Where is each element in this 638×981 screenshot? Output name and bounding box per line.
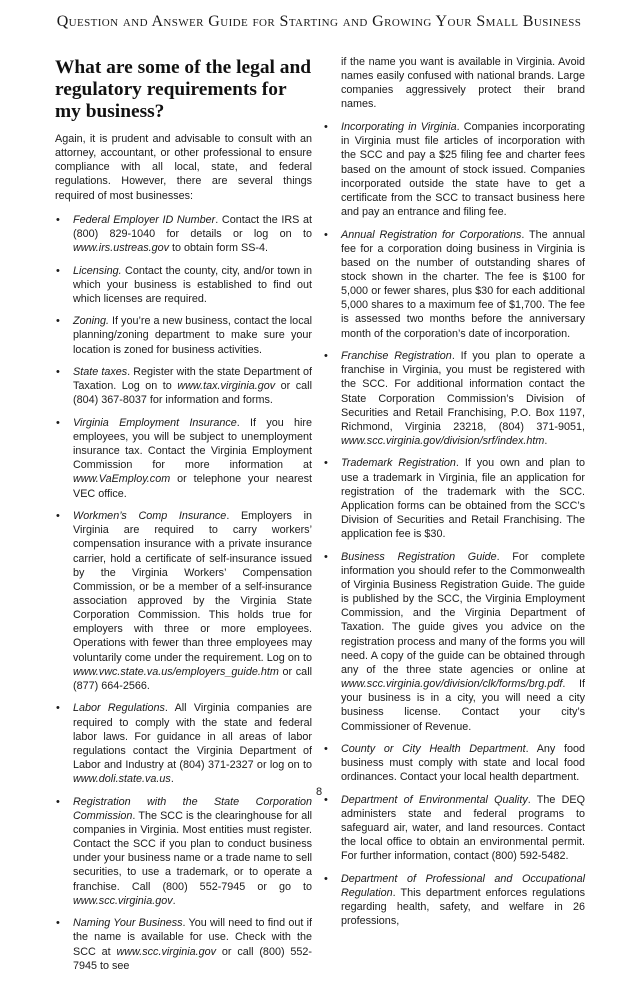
bullet-tail: or call (804) 367-8037 for information and forms. bbox=[73, 380, 312, 407]
bullet-term: Licensing. bbox=[73, 264, 122, 277]
bullet-dot-icon: • bbox=[324, 228, 328, 241]
bullet-term: County or City Health Department bbox=[341, 743, 526, 756]
bullet-item bbox=[55, 264, 312, 306]
bullet-item bbox=[323, 793, 585, 864]
bullet-dot-icon: • bbox=[56, 416, 60, 429]
bullet-link[interactable]: www.scc.virginia.gov/division/srf/index.htm bbox=[341, 435, 545, 447]
bullet-text: . If you own and plan to use a trademark in Virginia, file an application for registration of the trademark with the SCC. Application forms can be obtained from the SCC’s Division of Securities and Retail Franchising. The application fee is $30. bbox=[341, 457, 585, 541]
bullet-item bbox=[55, 509, 312, 693]
bullet-term: Federal Employer ID Number bbox=[73, 213, 216, 226]
bullet-text: . Employers in Virginia are required to carry workers’ compensation insurance with a private insurance carrier, hold a certificate of self-insurance issued by the Virginia Workers’ Compensation Commission, or be a member of a self-insurance association approved by the Virginia State Corporation Commission. This holds true for employers with three or more employees. Operations with fewer than three employees may voluntarily come under the requirement. Log on to bbox=[73, 510, 313, 664]
bullet-dot-icon: • bbox=[56, 315, 60, 328]
bullet-term: State taxes bbox=[73, 366, 128, 379]
bullet-text: Contact the county, city, and/or town in which your business is established to find out which licenses are required. bbox=[73, 264, 312, 305]
bullet-text: . The annual fee for a corporation doing business in Virginia is based on the number of outstanding shares of stock shown in the charter. The fee is $100 for 5,000 or fewer shares, plus $30 for each additional 5,000 shares to a maximum fee of $1,700. The fee is assessed two months before the anniversary month of the corporation’s date of incorporation. bbox=[341, 228, 585, 340]
bullet-term: Virginia Employment Insurance bbox=[73, 416, 237, 429]
bullet-link[interactable]: www.scc.virginia.gov bbox=[73, 894, 173, 907]
bullet-link[interactable]: www.vwc.state.va.us/employers_guide.htm bbox=[73, 665, 279, 678]
bullet-term: Franchise Registration bbox=[341, 350, 452, 363]
bullet-item bbox=[323, 872, 585, 929]
bullet-text: . All Virginia companies are required to comply with the state and federal labor laws. For guidance in all areas of labor regulations contact the Virginia Department of Labor and Industry at (804) 371-2327 or log on to bbox=[73, 702, 312, 772]
bullet-text: . For complete information you should refer to the Commonwealth of Virginia Business Registration Guide. The guide is published by the SCC, the Virginia Employment Commission, and the Virginia Department of Taxation. The guide gives you advice on the registration process and many of the forms you will need. A copy of the guide can be obtained through any of the three state agencies or online at bbox=[341, 550, 585, 676]
bullet-tail: . bbox=[170, 773, 174, 786]
section-heading: What are some of the legal and regulatory requirements for my business? bbox=[55, 57, 312, 122]
bullet-link[interactable]: www.tax.virginia.gov bbox=[177, 380, 276, 393]
bullet-item bbox=[55, 314, 312, 356]
bullet-term: Naming Your Business bbox=[73, 917, 183, 930]
bullet-dot-icon: • bbox=[324, 121, 328, 134]
bullet-dot-icon: • bbox=[324, 350, 328, 363]
bullet-tail: or call (800) 552-7945 to see bbox=[73, 945, 312, 972]
bullet-term: Annual Registration for Corporations bbox=[341, 228, 522, 241]
bullet-dot-icon: • bbox=[56, 917, 60, 930]
bullet-dot-icon: • bbox=[324, 793, 328, 806]
bullet-term: Department of Environmental Quality bbox=[341, 793, 528, 806]
bullet-term: Zoning. bbox=[73, 315, 110, 328]
bullet-dot-icon: • bbox=[56, 510, 60, 523]
right-column bbox=[323, 55, 585, 937]
bullet-dot-icon: • bbox=[324, 457, 328, 470]
bullet-text: If you’re a new business, contact the local planning/zoning department to make sure your location is zoned for business activities. bbox=[73, 315, 312, 356]
bullet-item bbox=[323, 228, 585, 341]
bullet-link[interactable]: www.irs.ustreas.gov bbox=[73, 242, 170, 255]
bullet-term: Department of Professional and Occupational Regulation bbox=[341, 872, 585, 900]
bullet-tail: or call (877) 664-2566. bbox=[73, 665, 312, 692]
bullet-dot-icon: • bbox=[56, 795, 60, 808]
bullet-text: . Contact the IRS at (800) 829-1040 for details or log on to bbox=[73, 213, 312, 240]
page-number: 8 bbox=[315, 786, 323, 798]
bullet-link[interactable]: www.doli.state.va.us bbox=[73, 773, 171, 786]
bullet-text: . If you hire employees, you will be subject to unemployment insurance tax. Contact the Virginia Employment Commission for more information at bbox=[73, 416, 312, 472]
bullet-tail: . bbox=[544, 435, 548, 447]
bullet-link[interactable]: www.VaEmploy.com bbox=[73, 473, 171, 486]
bullet-link[interactable]: www.scc.virginia.gov bbox=[116, 945, 217, 958]
bullet-text: . You will need to find out if the name is available for use. Check with the SCC at bbox=[73, 917, 312, 958]
bullet-text: . The SCC is the clearinghouse for all companies in Virginia. Most entities must register. Contact the SCC if you plan to conduct business under your business name or a trade name to sell securities, to use a trademark, or to operate a franchise. Call (800) 552-7945 or go to bbox=[73, 809, 312, 893]
bullet-item bbox=[55, 795, 312, 908]
bullet-text: . Register with the state Department of Taxation. Log on to bbox=[73, 366, 312, 393]
bullet-term: Incorporating in Virginia bbox=[341, 121, 457, 134]
bullet-dot-icon: • bbox=[56, 702, 60, 715]
bullet-text: . Companies incorporating in Virginia must file articles of incorporation with the SCC and pay a $25 filing fee and charter fees based on the amount of stock issued. Companies incorporated outside the state have to get a certificate from the SCC to transact business here and pay an entrance and filing fee. bbox=[341, 121, 585, 219]
bullet-dot-icon: • bbox=[324, 550, 328, 563]
bullet-term: Labor Regulations bbox=[73, 702, 165, 715]
bullet-item bbox=[55, 213, 312, 255]
bullet-item bbox=[323, 120, 585, 219]
bullet-tail: . If your business is in a city, you will need a city business license. Contact your city’s Commissioner of Revenue. bbox=[341, 678, 585, 733]
right-bullet-list bbox=[323, 120, 585, 928]
bullet-item bbox=[55, 701, 312, 786]
bullet-text: . The DEQ administers state and federal programs to safeguard air, water, and land resources. Contact the local office to obtain an environmental permit. For further information, contact (800) 592-5482. bbox=[341, 793, 586, 863]
intro-paragraph: Again, it is prudent and advisable to consult with an attorney, accountant, or other professional to ensure compliance with all local, state, and federal regulations. However, there are several things required of most businesses: bbox=[55, 133, 312, 202]
bullet-dot-icon: • bbox=[56, 366, 60, 379]
bullet-dot-icon: • bbox=[324, 872, 328, 885]
bullet-item bbox=[323, 550, 585, 734]
bullet-item bbox=[323, 456, 585, 541]
bullet-tail: . bbox=[172, 894, 176, 907]
bullet-item bbox=[55, 416, 312, 501]
running-title: Question and Answer Guide for Starting and Growing Your Small Business bbox=[56, 13, 582, 30]
bullet-tail: or telephone your nearest VEC office. bbox=[73, 473, 312, 500]
bullet-dot-icon: • bbox=[56, 213, 60, 226]
left-column bbox=[55, 53, 312, 981]
bullet-dot-icon: • bbox=[324, 743, 328, 756]
bullet-dot-icon: • bbox=[56, 264, 60, 277]
bullet-item bbox=[55, 916, 312, 973]
bullet-term: Workmen’s Comp Insurance bbox=[73, 510, 227, 523]
bullet-item bbox=[323, 742, 585, 784]
left-bullet-list bbox=[55, 213, 312, 973]
bullet-text: . If you plan to operate a franchise in Virginia, you must be registered with the SCC. For additional information contact the State Corporation Commission’s Division of Securities and Retail Franchising, P.O. Box 1197, Richmond, Virginia 23218, (804) 371-9051, bbox=[341, 350, 585, 433]
bullet-text: . Any food business must comply with state and local food ordinances. Contact your local health department. bbox=[341, 743, 585, 784]
bullet-item bbox=[323, 349, 585, 448]
bullet-item bbox=[55, 365, 312, 407]
bullet-term: Registration with the State Corporation Commission bbox=[73, 795, 312, 822]
bullet-text: . This department enforces regulations regarding health, safety, and welfare in 26 professions, bbox=[341, 887, 585, 928]
bullet-link[interactable]: www.scc.virginia.gov/division/clk/forms/brg.pdf bbox=[341, 678, 563, 691]
bullet-tail: to obtain form SS-4. bbox=[169, 242, 269, 255]
bullet-term: Business Registration Guide bbox=[341, 550, 497, 563]
continued-paragraph: if the name you want is available in Virginia. Avoid names easily confused with national brands. Large companies aggressively protect their brand names. bbox=[341, 56, 585, 111]
bullet-term: Trademark Registration bbox=[341, 457, 456, 470]
